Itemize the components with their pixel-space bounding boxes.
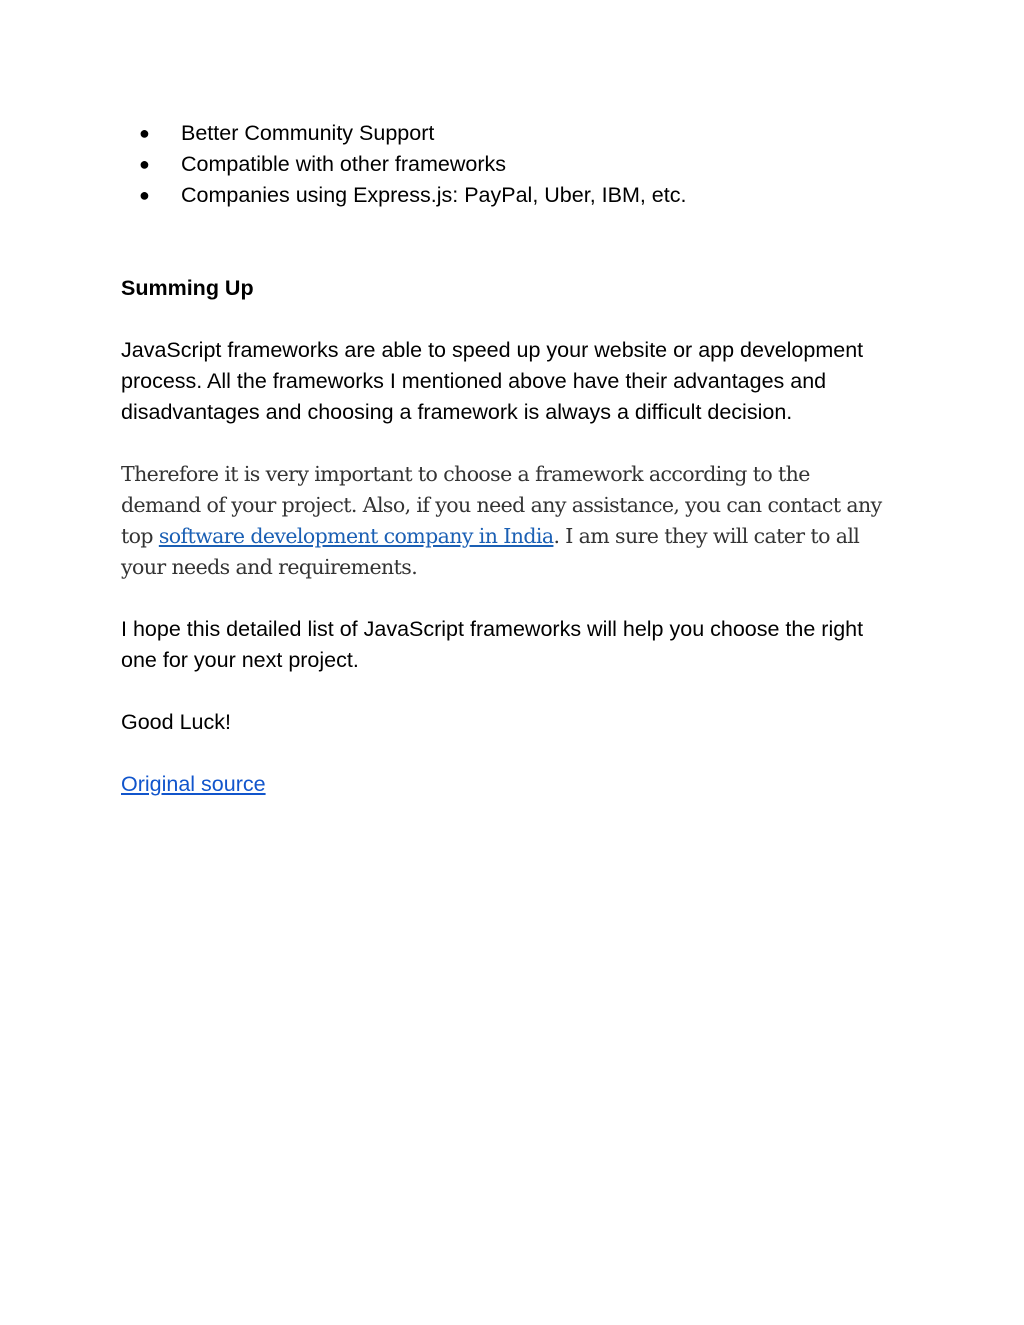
list-item (121, 180, 891, 211)
list-item (121, 149, 891, 180)
bullet-icon: ● (139, 185, 150, 205)
document-page (121, 118, 891, 800)
closing-paragraph: I hope this detailed list of JavaScript frameworks will help you choose the right one for your next project. (121, 617, 864, 672)
bullet-icon: ● (139, 123, 150, 143)
summary-paragraph: JavaScript frameworks are able to speed up your website or app development process. All the frameworks I mentioned above have their advantages and disadvantages and choosing a framework is always a difficult decision. (121, 338, 864, 424)
source-paragraph (121, 738, 891, 800)
list-item-text: Better Community Support (181, 121, 435, 145)
section-heading: Summing Up (121, 276, 254, 300)
list-item-text: Companies using Express.js: PayPal, Uber, IBM, etc. (181, 183, 687, 207)
feature-bullet-list (121, 118, 891, 211)
list-item-text: Compatible with other frameworks (181, 152, 507, 176)
bullet-icon: ● (139, 154, 150, 174)
paragraph-text-after-link: . I am sure they will cater to all your needs and requirements. (121, 524, 860, 579)
recommendation-paragraph (121, 428, 891, 583)
paragraph-text-before-link: Therefore it is very important to choose a framework according to the demand of your project. Also, if you need any assistance, you can contact any top (121, 462, 882, 548)
good-luck-text: Good Luck! (121, 710, 231, 734)
software-company-link[interactable]: software development company in India (158, 524, 554, 548)
original-source-link[interactable]: Original source (121, 772, 266, 796)
list-item (121, 118, 891, 149)
